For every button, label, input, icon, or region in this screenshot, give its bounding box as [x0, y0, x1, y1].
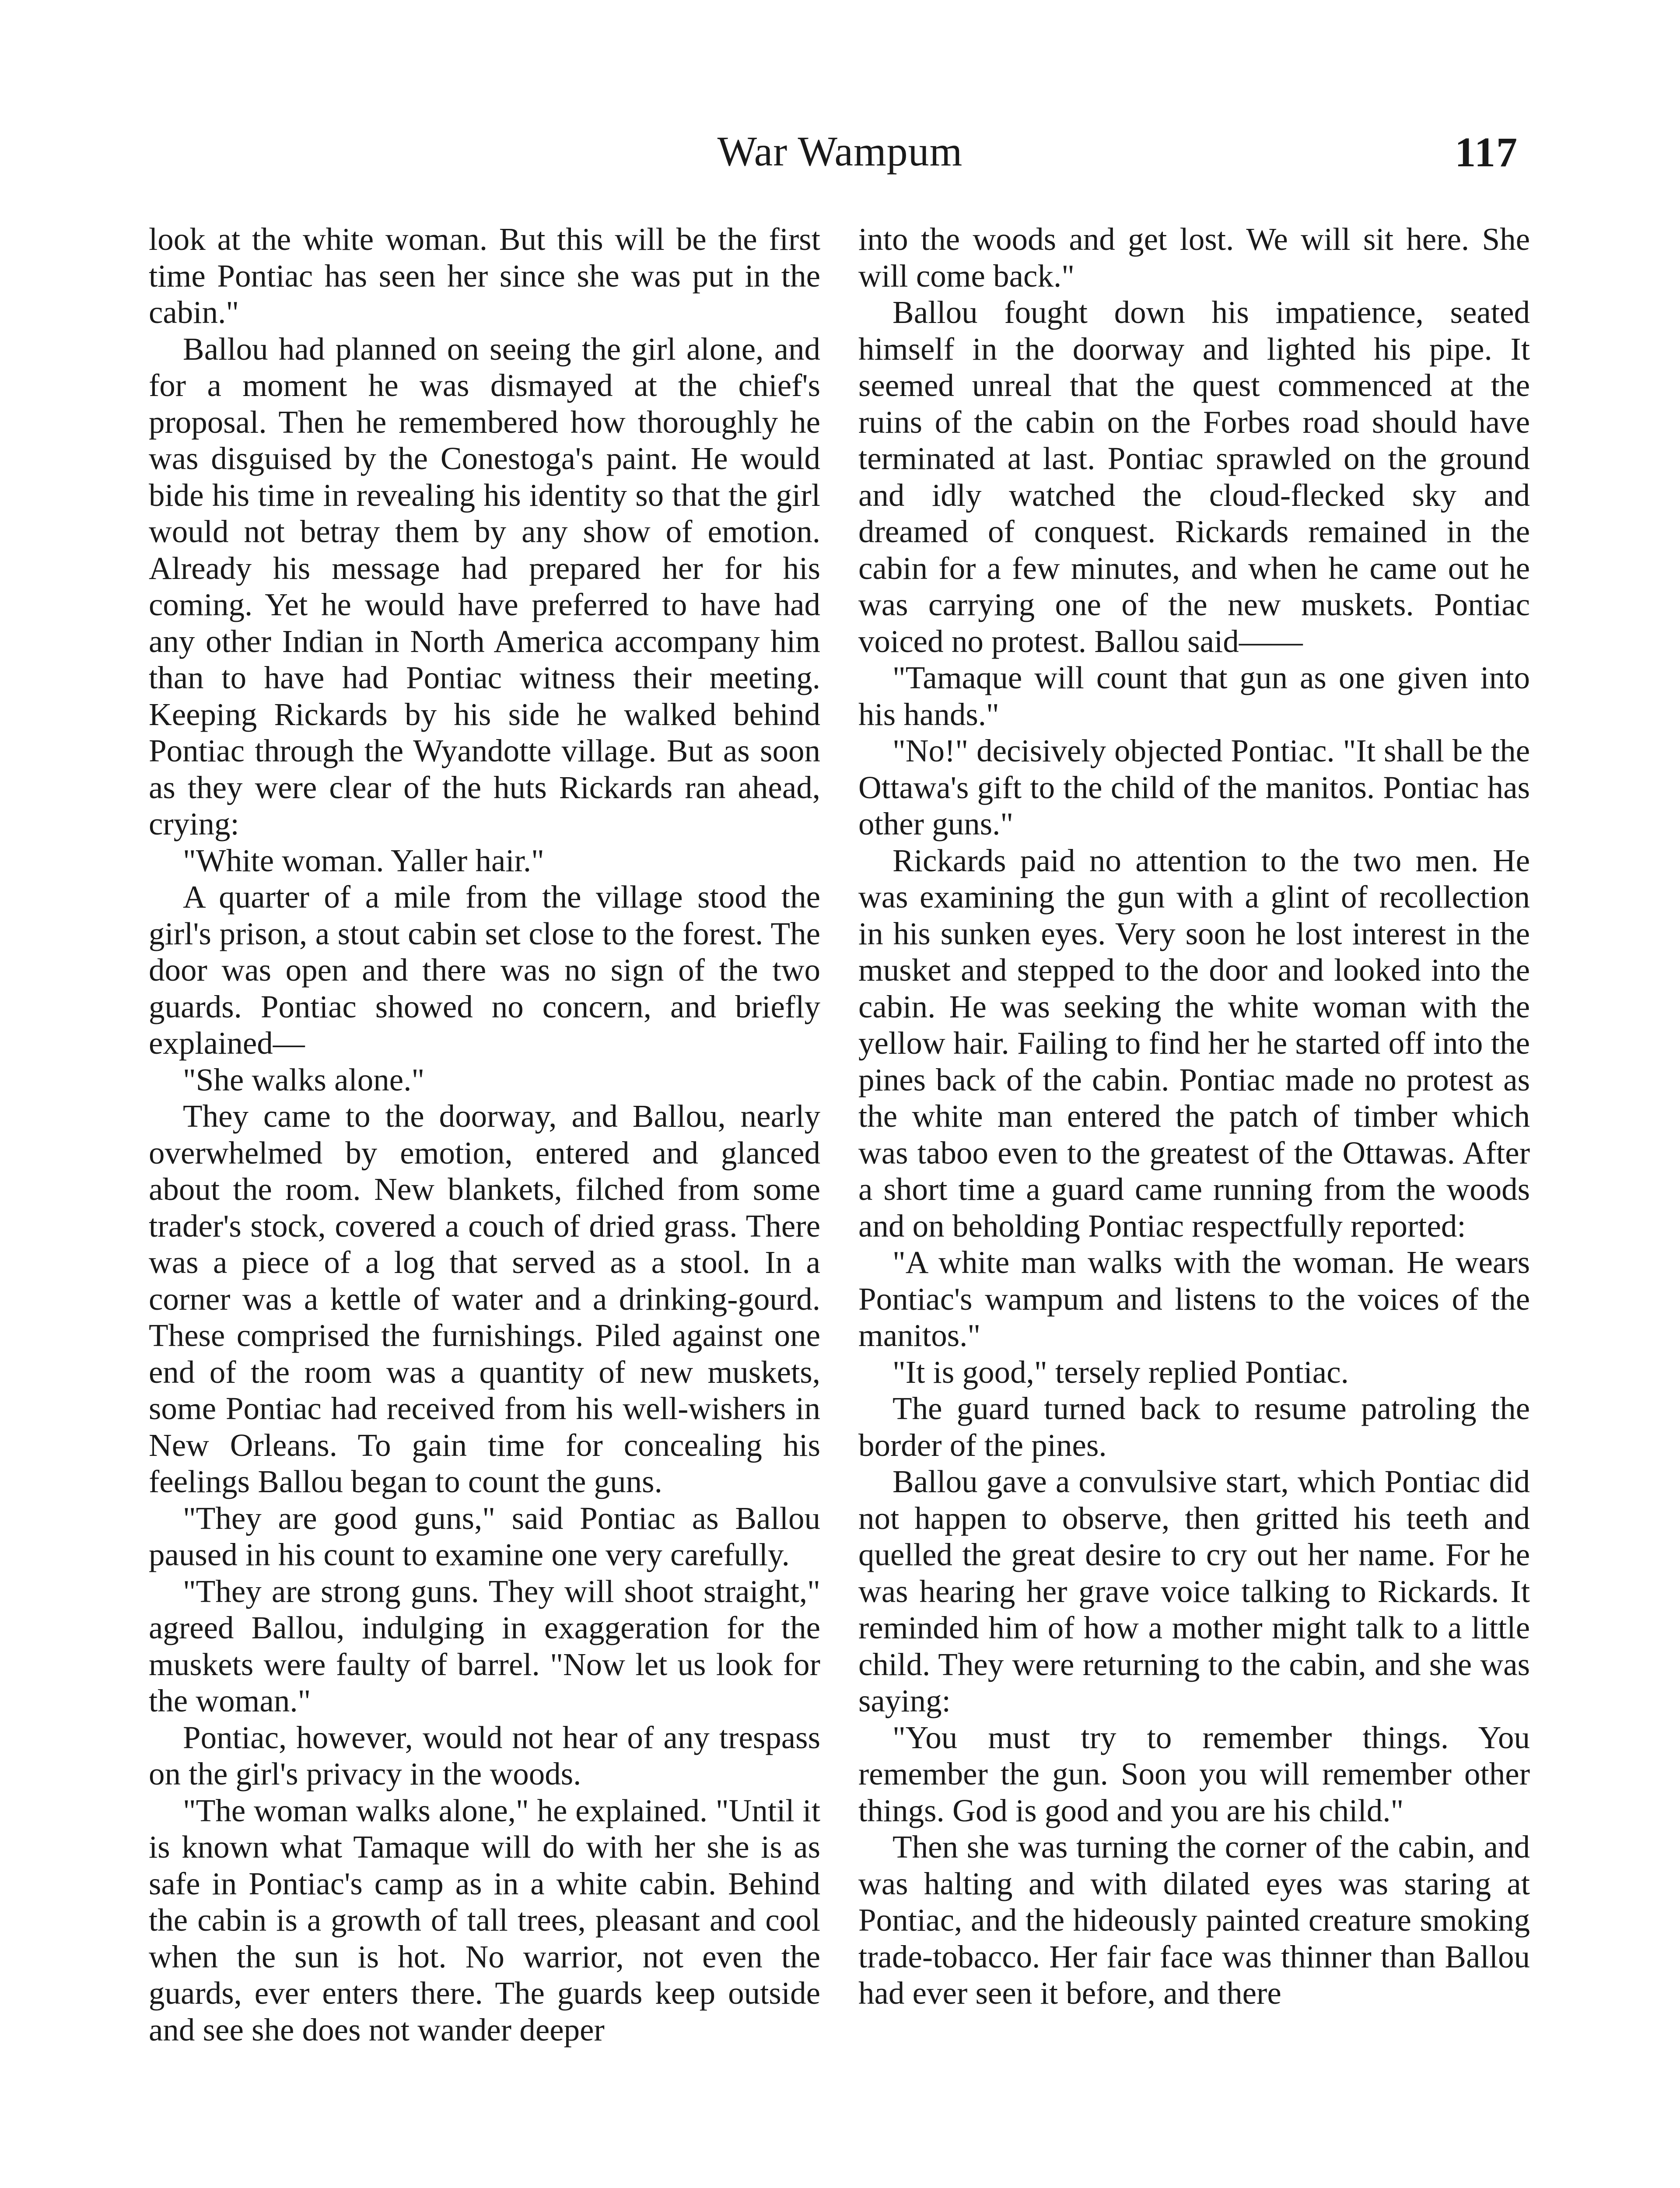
paragraph: Rickards paid no attention to the two men. He was examining the gun with a glint of recollection in his sunken eyes. Very soon he lost interest in the musket and stepped to the door and looked into the cabin. He was seeking the white woman with the yellow hair. Failing to find her he started off into the pines back of the cabin. Pontiac made no protest as the white man entered the patch of timber which was taboo even to the greatest of the Ottawas. After a short time a guard came running from the woods and on beholding Pontiac respectfully reported: [858, 842, 1530, 1244]
paragraph: into the woods and get lost. We will sit here. She will come back." [858, 221, 1530, 294]
paragraph: look at the white woman. But this will be the first time Pontiac has seen her since she was put in the cabin." [149, 221, 820, 330]
paragraph: "They are strong guns. They will shoot straight," agreed Ballou, indulging in exaggeration for the muskets were faulty of barrel. "Now let us look for the woman." [149, 1573, 820, 1718]
paragraph: "She walks alone." [183, 1062, 425, 1098]
paragraph: A quarter of a mile from the village stood the girl's prison, a stout cabin set close to the forest. The door was open and there was no sign of the two guards. Pontiac showed no concern, and briefly explained— [149, 879, 820, 1061]
paragraph: "White woman. Yaller hair." [183, 842, 544, 878]
text-column-left [149, 221, 820, 2048]
running-title: War Wampum [717, 128, 963, 175]
paragraph: Ballou gave a convulsive start, which Pontiac did not happen to observe, then gritted his teeth and quelled the great desire to cry out her name. For he was hearing her grave voice talking to Rickards. It reminded him of how a mother might talk to a little child. They were returning to the cabin, and she was saying: [858, 1464, 1530, 1718]
paragraph: The guard turned back to resume patroling the border of the pines. [858, 1391, 1530, 1463]
paragraph: "You must try to remember things. You remember the gun. Soon you will remember other things. God is good and you are his child." [858, 1719, 1530, 1828]
paragraph: Pontiac, however, would not hear of any trespass on the girl's privacy in the woods. [149, 1719, 820, 1792]
paragraph: They came to the doorway, and Ballou, nearly overwhelmed by emotion, entered and glanced about the room. New blankets, filched from some trader's stock, covered a couch of dried grass. There was a piece of a log that served as a stool. In a corner was a kettle of water and a drinking-gourd. These comprised the furnishings. Piled against one end of the room was a quantity of new muskets, some Pontiac had received from his well-wishers in New Orleans. To gain time for concealing his feelings Ballou began to count the guns. [149, 1098, 820, 1499]
page-number: 117 [1455, 129, 1518, 175]
paragraph: Ballou had planned on seeing the girl alone, and for a moment he was dismayed at the chief's proposal. Then he remembered how thoroughly he was disguised by the Conestoga's paint. He would bide his time in revealing his identity so that the girl would not betray them by any show of emotion. Already his message had prepared her for his coming. Yet he would have preferred to have had any other Indian in North America accompany him than to have had Pontiac witness their meeting. Keeping Rickards by his side he walked behind Pontiac through the Wyandotte village. But as soon as they were clear of the huts Rickards ran ahead, crying: [149, 331, 820, 842]
paragraph: Then she was turning the corner of the cabin, and was halting and with dilated eyes was staring at Pontiac, and the hideously painted creature smoking trade-tobacco. Her fair face was thinner than Ballou had ever seen it before, and there [858, 1829, 1530, 2011]
paragraph: "The woman walks alone," he explained. "Until it is known what Tamaque will do with her she is as safe in Pontiac's camp as in a white cabin. Behind the cabin is a growth of tall trees, pleasant and cool when the sun is hot. No warrior, not even the guards, ever enters there. The guards keep outside and see she does not wander deeper [149, 1792, 820, 2048]
page-header [0, 123, 1680, 193]
paragraph: "They are good guns," said Pontiac as Ballou paused in his count to examine one very carefully. [149, 1500, 820, 1572]
paragraph: "A white man walks with the woman. He wears Pontiac's wampum and listens to the voices of the manitos." [858, 1245, 1530, 1353]
text-column-right [858, 221, 1530, 2012]
paragraph: "It is good," tersely replied Pontiac. [892, 1354, 1349, 1390]
paragraph: "No!" decisively objected Pontiac. "It shall be the Ottawa's gift to the child of the manitos. Pontiac has other guns." [858, 733, 1530, 842]
paragraph: Ballou fought down his impatience, seated himself in the doorway and lighted his pipe. It seemed unreal that the quest commenced at the ruins of the cabin on the Forbes road should have terminated at last. Pontiac sprawled on the ground and idly watched the cloud-flecked sky and dreamed of conquest. Rickards remained in the cabin for a few minutes, and when he came out he was carrying one of the new muskets. Pontiac voiced no protest. Ballou said—— [858, 295, 1530, 659]
paragraph: "Tamaque will count that gun as one given into his hands." [858, 660, 1530, 732]
